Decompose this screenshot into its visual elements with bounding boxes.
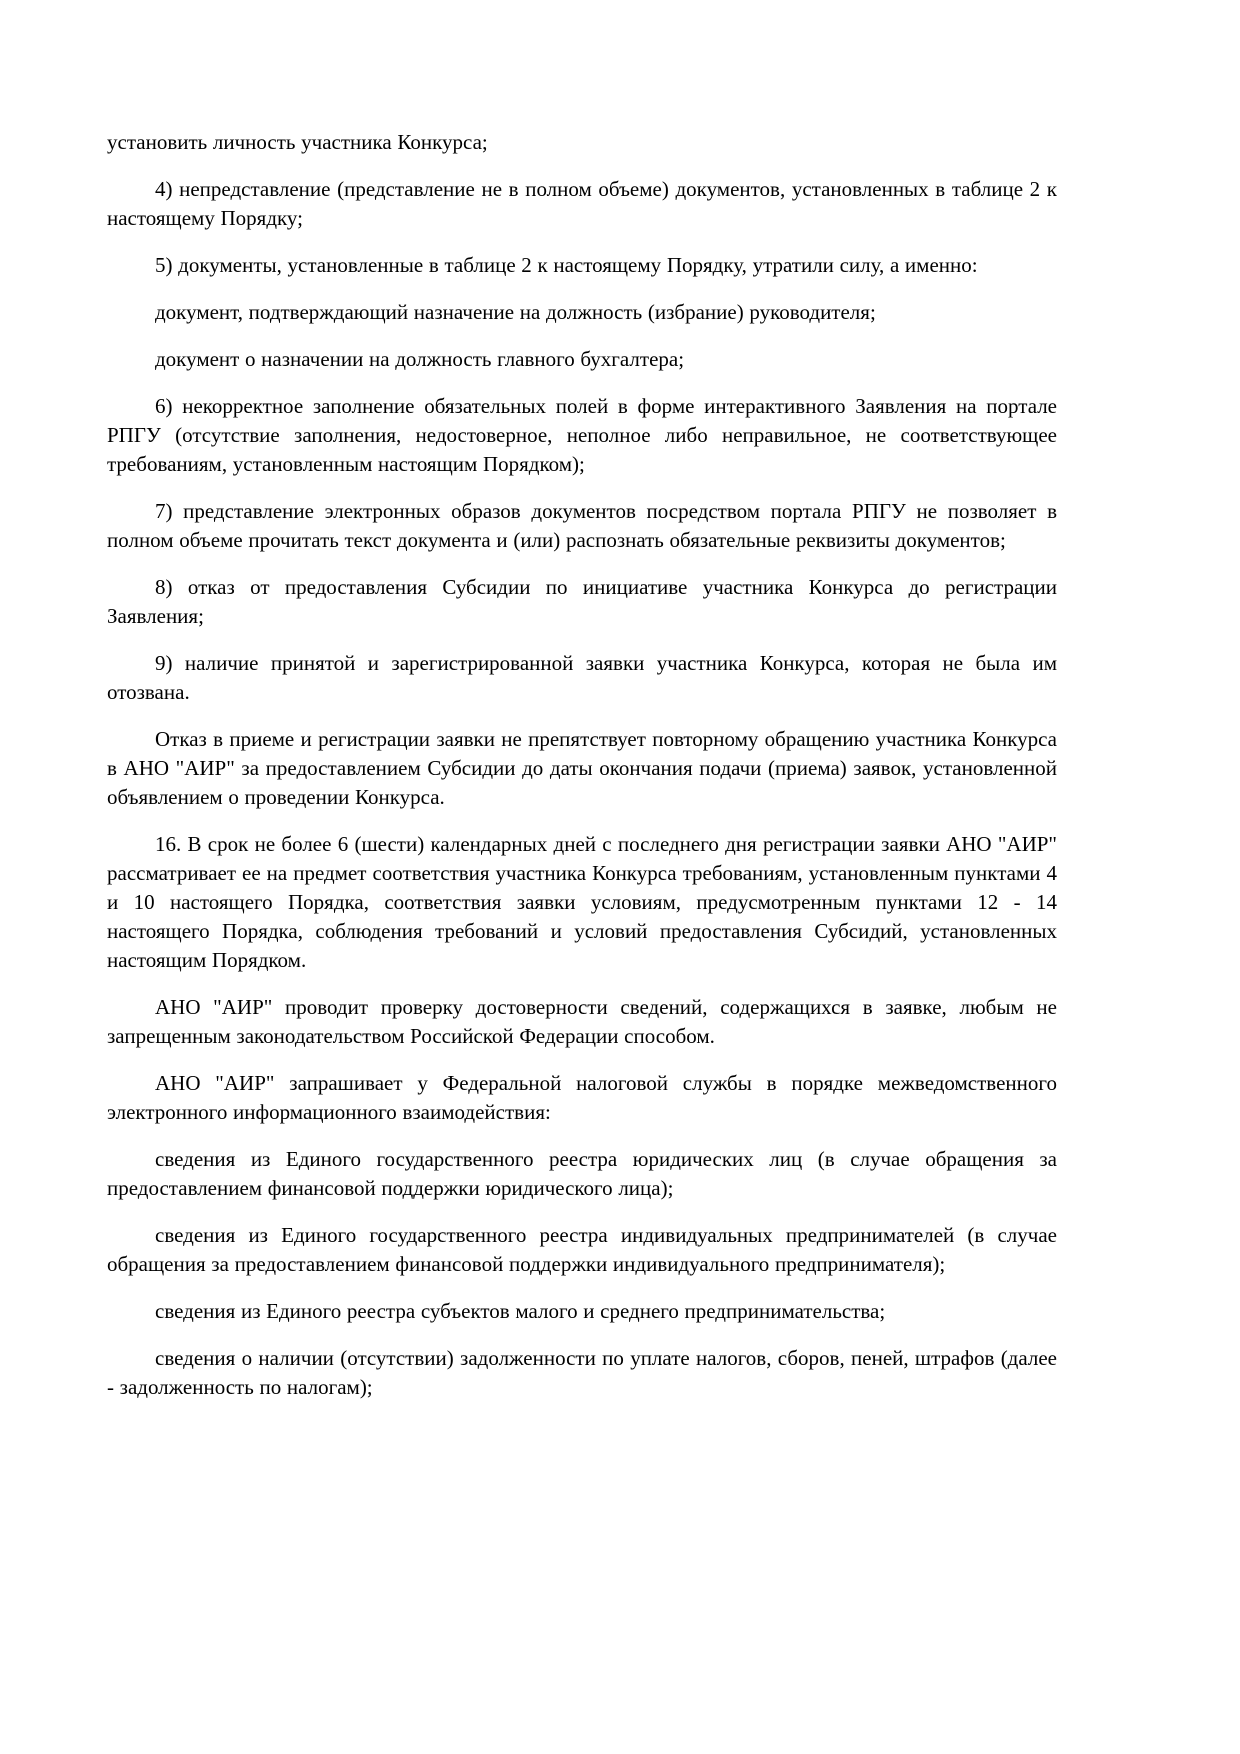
paragraph: АНО "АИР" проводит проверку достоверности сведений, содержащихся в заявке, любым не запрещенным законодательством Российской Федерации способом. [107,995,1057,1048]
paragraph: сведения из Единого государственного реестра индивидуальных предпринимателей (в случае обращения за предоставлением финансовой поддержки индивидуального предпринимателя); [107,1223,1057,1276]
paragraph: документ о назначении на должность главного бухгалтера; [155,347,685,371]
paragraph: 9) наличие принятой и зарегистрированной заявки участника Конкурса, которая не была им отозвана. [107,651,1057,704]
paragraph: 4) непредставление (представление не в полном объеме) документов, установленных в таблице 2 к настоящему Порядку; [107,177,1057,230]
paragraph: АНО "АИР" запрашивает у Федеральной налоговой службы в порядке межведомственного электронного информационного взаимодействия: [107,1071,1057,1124]
paragraph: 6) некорректное заполнение обязательных полей в форме интерактивного Заявления на портале РПГУ (отсутствие заполнения, недостоверное, неполное либо неправильное, не соответствующее требованиям, установленным настоящим Порядком); [107,394,1057,476]
paragraph: документ, подтверждающий назначение на должность (избрание) руководителя; [155,300,876,324]
paragraph: Отказ в приеме и регистрации заявки не препятствует повторному обращению участника Конкурса в АНО "АИР" за предоставлением Субсидии до даты окончания подачи (приема) заявок, установленной объявлением о проведении Конкурса. [107,727,1057,809]
paragraph: 16. В срок не более 6 (шести) календарных дней с последнего дня регистрации заявки АНО "АИР" рассматривает ее на предмет соответствия участника Конкурса требованиям, установленным пунктами 4 и 10 настоящего Порядка, соответствия заявки условиям, предусмотренным пунктами 12 - 14 настоящего Порядка, соблюдения требований и условий предоставления Субсидий, установленных настоящим Порядком. [107,832,1057,972]
paragraph: сведения из Единого реестра субъектов малого и среднего предпринимательства; [155,1299,886,1323]
paragraph: 5) документы, установленные в таблице 2 к настоящему Порядку, утратили силу, а именно: [155,253,978,277]
paragraph: сведения из Единого государственного реестра юридических лиц (в случае обращения за предоставлением финансовой поддержки юридического лица); [107,1147,1057,1200]
paragraph: 7) представление электронных образов документов посредством портала РПГУ не позволяет в полном объеме прочитать текст документа и (или) распознать обязательные реквизиты документов; [107,499,1057,552]
paragraph: сведения о наличии (отсутствии) задолженности по уплате налогов, сборов, пеней, штрафов (далее - задолженность по налогам); [107,1346,1057,1399]
paragraph: 8) отказ от предоставления Субсидии по инициативе участника Конкурса до регистрации Заявления; [107,575,1057,628]
paragraph: установить личность участника Конкурса; [107,130,488,154]
